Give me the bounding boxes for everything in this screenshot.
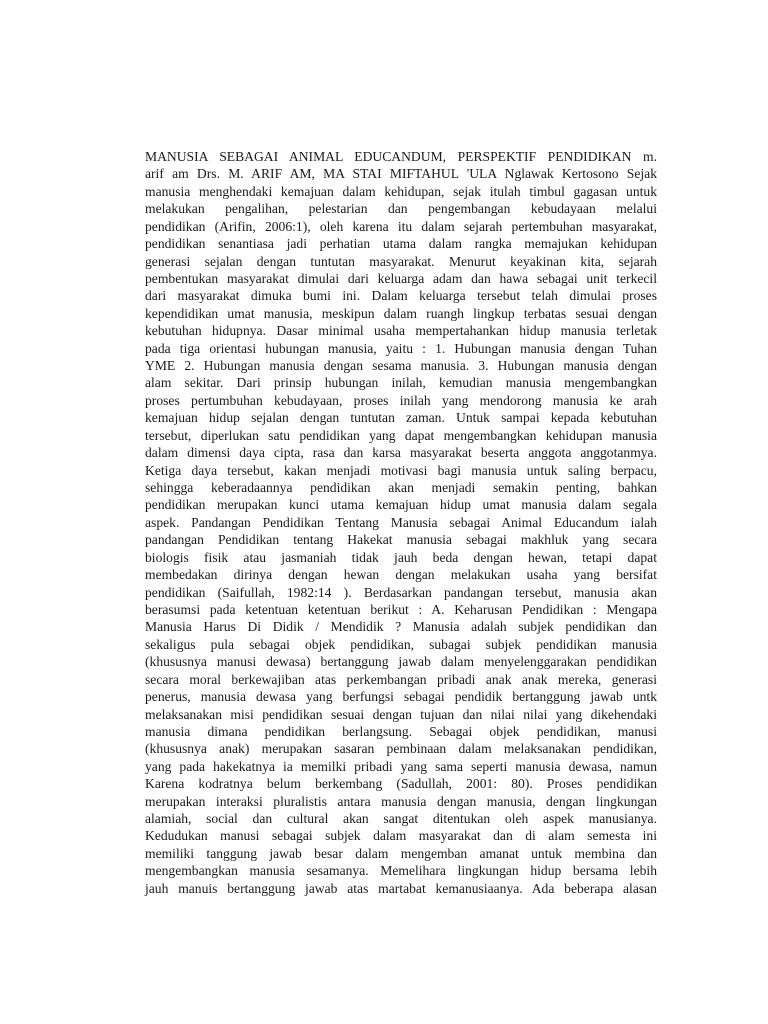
text-line: pandangan Pendidikan tentang Hakekat manusia sebagai makhluk yang secara bbox=[145, 532, 657, 548]
text-line: sekaligus pula sebagai objek pendidikan, subagai subjek pendidikan manusia bbox=[145, 636, 657, 652]
text-line: melaksanakan misi pendidikan sesuai dengan tujuan dan nilai nilai yang dikehendaki bbox=[145, 706, 658, 722]
text-line: penerus, manusia dewasa yang berfungsi sebagai pendidik bertanggung jawab untk bbox=[145, 689, 657, 705]
text-line: merupakan interaksi pluralistis antara manusia dengan manusia, dengan lingkungan bbox=[145, 793, 657, 809]
text-line: berasumsi pada ketentuan ketentuan berikut : A. Keharusan Pendidikan : Mengapa bbox=[145, 601, 657, 617]
text-line: pendidikan (Arifin, 2006:1), oleh karena itu dalam sejarah pertembuhan masyarakat, bbox=[145, 218, 657, 234]
text-line: pada tiga orientasi hubungan manusia, yaitu : 1. Hubungan manusia dengan Tuhan bbox=[145, 340, 657, 356]
text-line: manusia menghendaki kemajuan dalam kehidupan, sejak itulah timbul gagasan untuk bbox=[145, 183, 657, 199]
text-line: membedakan dirinya dengan hewan dengan melakukan usaha yang bersifat bbox=[145, 567, 657, 583]
document-body-text bbox=[145, 148, 657, 897]
text-line: sehingga keberadaannya pendidikan akan menjadi semakin penting, bahkan bbox=[145, 480, 657, 496]
text-line: alam sekitar. Dari prinsip hubungan inilah, kemudian manusia mengembangkan bbox=[145, 375, 657, 391]
text-line: biologis fisik atau jasmaniah tidak jauh beda dengan hewan, tetapi dapat bbox=[145, 549, 657, 565]
text-line: MANUSIA SEBAGAI ANIMAL EDUCANDUM, PERSPEKTIF PENDIDIKAN m. bbox=[145, 149, 657, 164]
text-line: Karena kodratnya belum berkembang (Sadullah, 2001: 80). Proses pendidikan bbox=[145, 776, 657, 792]
text-line: pendidikan merupakan kunci utama kemajuan hidup umat manusia dalam segala bbox=[145, 497, 657, 513]
text-line: jauh manuis bertanggung jawab atas martabat kemanusiaanya. Ada beberapa alasan bbox=[145, 880, 657, 896]
text-line: dari masyarakat dimuka bumi ini. Dalam keluarga tersebut telah dimulai proses bbox=[145, 288, 657, 304]
text-line: Ketiga daya tersebut, kakan menjadi motivasi bagi manusia untuk saling berpacu, bbox=[145, 462, 657, 478]
text-line: kebutuhan hidupnya. Dasar minimal usaha mempertahankan hidup manusia terletak bbox=[145, 323, 657, 339]
text-line: kemajuan hidup sejalan dengan tuntutan zaman. Untuk sampai kepada kebutuhan bbox=[145, 410, 657, 426]
text-line: mengembangkan manusia sesamanya. Memelihara lingkungan hidup bersama lebih bbox=[145, 863, 657, 879]
text-line: melakukan pengalihan, pelestarian dan pengembangan kebudayaan melalui bbox=[145, 201, 657, 217]
text-line: aspek. Pandangan Pendidikan Tentang Manusia sebagai Animal Educandum ialah bbox=[145, 514, 657, 530]
text-line: arif am Drs. M. ARIF AM, MA STAI MIFTAHUL 'ULA Nglawak Kertosono Sejak bbox=[145, 166, 657, 182]
text-line: secara moral berkewajiban atas perkembangan pribadi anak anak mereka, generasi bbox=[145, 671, 657, 687]
text-line: (khususnya anak) merupakan sasaran pembinaan dalam melaksanakan pendidikan, bbox=[145, 741, 657, 757]
text-line: kependidikan umat manusia, meskipun dalam ruangh lingkup terbatas sesuai dengan bbox=[145, 305, 657, 321]
text-line: dalam dimensi daya cipta, rasa dan karsa masyarakat beserta anggota anggotanmya. bbox=[145, 445, 657, 461]
text-line: Manusia Harus Di Didik / Mendidik ? Manusia adalah subjek pendidikan dan bbox=[145, 619, 657, 635]
text-line: generasi sejalan dengan tuntutan masyarakat. Menurut keyakinan kita, sejarah bbox=[145, 253, 657, 269]
text-line: YME 2. Hubungan manusia dengan sesama manusia. 3. Hubungan manusia dengan bbox=[145, 358, 657, 374]
text-line: (khususnya manusi dewasa) bertanggung jawab dalam menyelenggarakan pendidikan bbox=[145, 654, 657, 670]
text-line: yang pada hakekatnya ia memilki pribadi yang sama seperti manusia dewasa, namun bbox=[145, 758, 657, 774]
text-line: pendidikan (Saifullah, 1982:14 ). Berdasarkan pandangan tersebut, manusia akan bbox=[145, 584, 657, 600]
text-line: tersebut, diperlukan satu pendidikan yang dapat mengembangkan kehidupan manusia bbox=[145, 427, 657, 443]
text-line: pendidikan senantiasa jadi perhatian utama dalam rangka memajukan kehidupan bbox=[145, 236, 657, 252]
text-line: pembentukan masyarakat dimulai dari keluarga adam dan hawa sebagai unit terkecil bbox=[145, 270, 657, 286]
text-line: Kedudukan manusi sebagai subjek dalam masyarakat dan di alam semesta ini bbox=[145, 828, 658, 844]
text-line: memiliki tanggung jawab besar dalam mengemban amanat untuk membina dan bbox=[145, 845, 657, 861]
text-line: manusia dimana pendidikan berlangsung. Sebagai objek pendidikan, manusi bbox=[145, 723, 657, 739]
text-line: alamiah, social dan cultural akan sangat ditentukan oleh aspek manusianya. bbox=[145, 811, 657, 827]
text-line: proses pertumbuhan kebudayaan, proses inilah yang mendorong manusia ke arah bbox=[145, 392, 657, 408]
